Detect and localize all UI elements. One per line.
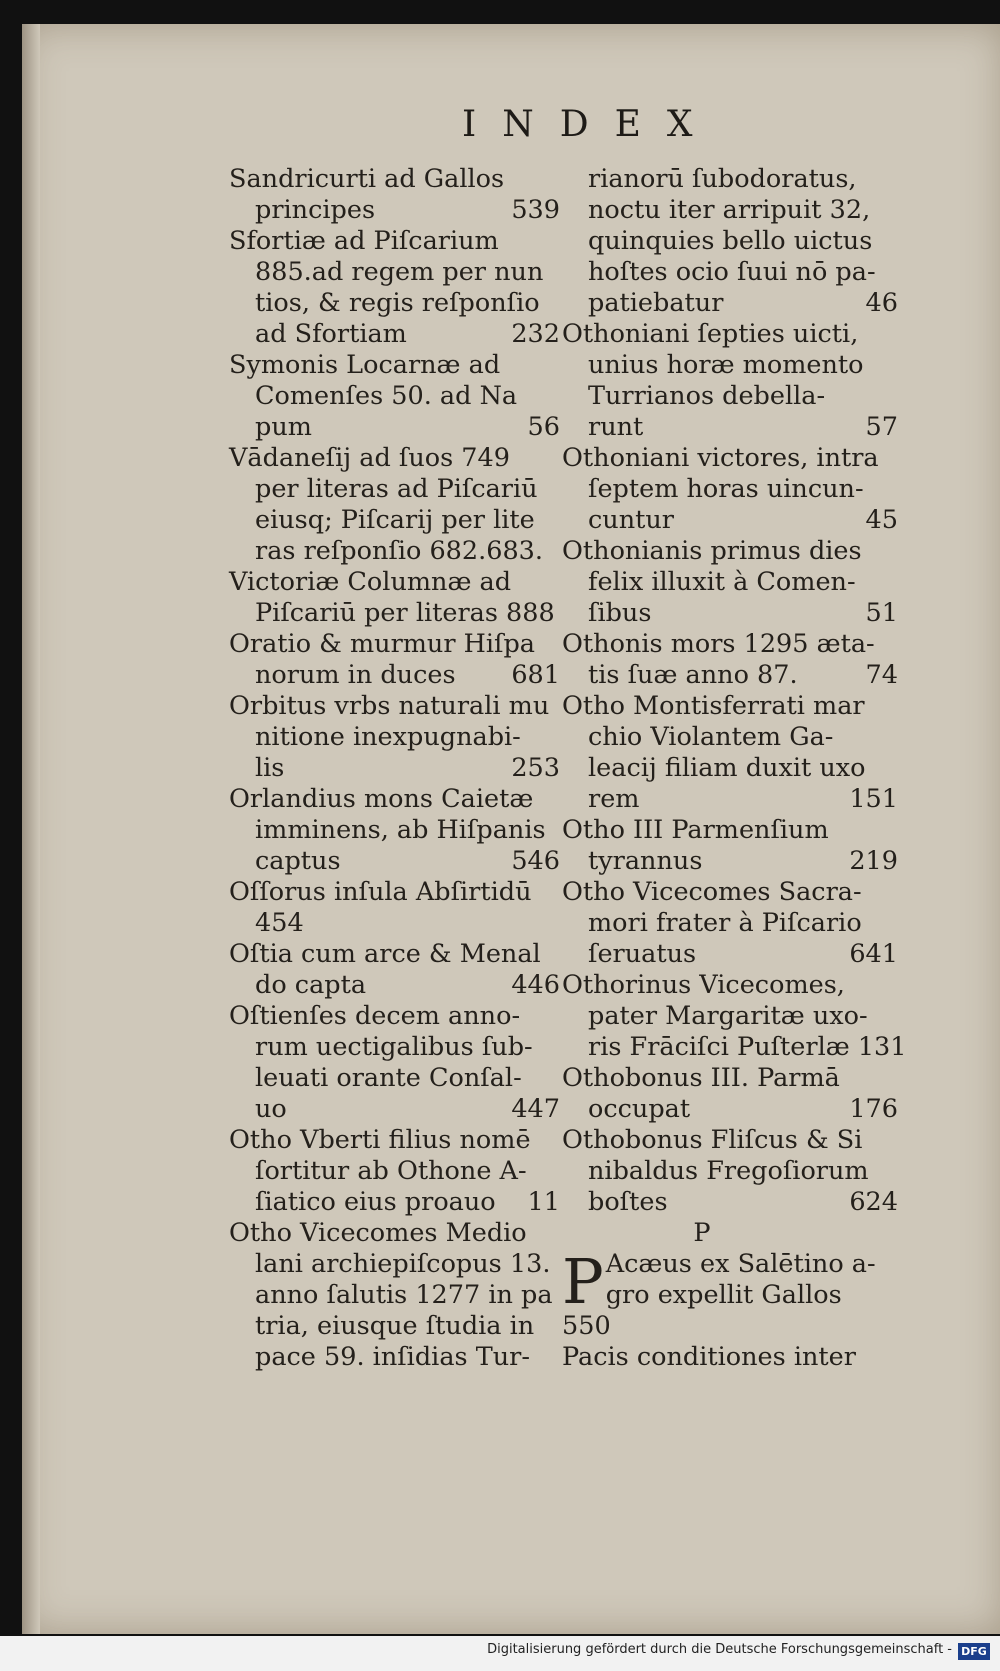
entry-line [562,939,902,970]
entry-text: felix illuxit à Comen- [588,567,856,597]
entry-text: per literas ad Piſcariū [255,474,538,504]
entry-line [229,598,564,629]
entry-line [229,536,564,567]
entry-line [562,908,902,939]
entry-line [562,970,902,1001]
entry-line [562,505,902,536]
entry-line [229,691,564,722]
page-number: 219 [849,846,898,876]
entry-text: cuntur [588,505,674,535]
entry-line [562,567,902,598]
entry-text: ris Frāciſci Puſterlæ 131 [588,1032,907,1062]
index-entry [562,691,902,815]
entry-text: pater Margaritæ uxo- [588,1001,868,1031]
entry-line [229,195,564,226]
entry-line [562,784,902,815]
entry-text: 454 [255,908,304,938]
entry-text: Otho III Parmenſium [562,815,829,845]
index-entry [229,629,564,691]
entry-text: ſeptem horas uincun- [588,474,864,504]
entry-line [229,784,564,815]
entry-text: Sandricurti ad Gallos [229,164,505,194]
entry-text: noctu iter arripuit 32, [588,195,871,225]
entry-line [229,970,564,1001]
entry-line [562,846,902,877]
entry-text: principes [255,195,376,225]
page-number: 447 [511,1094,560,1124]
entry-line [229,288,564,319]
entry-line [562,1156,902,1187]
index-entry [229,877,564,939]
entry-line [229,939,564,970]
entry-line [562,1001,902,1032]
entry-line [562,350,902,381]
entry-text: ad Sfortiam [255,319,407,349]
entry-text: Turrianos debella- [588,381,826,411]
entry-line [562,536,902,567]
page-number: 176 [849,1094,898,1124]
entry-line [229,660,564,691]
entry-text: pum [255,412,312,442]
entry-text: rianorū ſubodoratus, [588,164,857,194]
entry-line [229,1249,564,1280]
page-header: INDEX [462,104,719,145]
dfg-logo: DFG [958,1643,990,1660]
entry-line [562,691,902,722]
entry-line [562,381,902,412]
entry-line [229,164,564,195]
entry-line [562,443,902,474]
page-number: 74 [865,660,898,690]
entry-line [229,1032,564,1063]
index-entry [562,1063,902,1125]
entry-text: Symonis Locarnæ ad [229,350,501,380]
entry-line [229,629,564,660]
entry-text: unius horæ momento [588,350,864,380]
entry-text: 885.ad regem per nun [255,257,544,287]
index-entry [562,443,902,536]
left-column [229,164,564,1373]
drop-cap: P [562,1245,604,1318]
entry-text: Othoniani ſepties uicti, [562,319,859,349]
entry-line [562,753,902,784]
entry-text: ras reſponſio 682.683. [255,536,544,566]
entry-text: Oſtienſes decem anno- [229,1001,521,1031]
page-number: 151 [849,784,898,814]
entry-line: 550 [562,1311,611,1341]
entry-text: Sfortiæ ad Piſcarium [229,226,499,256]
entry-text: anno ſalutis 1277 in pa [255,1280,553,1310]
entry-line [562,164,902,195]
entry-text: chio Violantem Ga- [588,722,834,752]
entry-text: Otho Vberti filius nomē [229,1125,531,1155]
index-entry [562,815,902,877]
entry-text: Otho Montisferrati mar [562,691,865,721]
index-entry [229,567,564,629]
entry-line [229,381,564,412]
entry-line [229,1187,564,1218]
right-column [562,164,907,1373]
page-number: 57 [865,412,898,442]
entry-line [562,598,902,629]
entry-line [562,1187,902,1218]
index-entry [229,939,564,1001]
entry-text: patiebatur [588,288,724,318]
entry-line [562,474,902,505]
entry-line [229,443,564,474]
index-entry [562,319,902,443]
entry-text: Piſcariū per literas 888 [255,598,555,628]
page-edge [22,24,40,1634]
entry-text: Othobonus Fliſcus & Si [562,1125,863,1155]
index-entry [229,350,564,443]
entry-line [562,1063,902,1094]
entry-text: Orlandius mons Caietæ [229,784,534,814]
entry-text: Comenſes 50. ad Na [255,381,518,411]
index-entry [229,784,564,877]
page-number: 446 [511,970,560,1000]
entry-line [562,319,902,350]
entry-text: mori frater à Piſcario [588,908,862,938]
entry-text: nibaldus Fregoſiorum [588,1156,869,1186]
index-entry [562,629,902,691]
entry-line [562,288,902,319]
index-entry [229,164,564,226]
entry-text: do capta [255,970,367,1000]
entry-line [229,753,564,784]
page-number: 45 [865,505,898,535]
page-number: 46 [865,288,898,318]
entry-line [229,257,564,288]
entry-line: Acæus ex Salētino a- [605,1249,876,1279]
entry-text: tios, & regis reſponſio [255,288,540,318]
entry-text: leuati orante Conſal- [255,1063,522,1093]
entry-text: Othonis mors 1295 æta- [562,629,875,659]
entry-line [229,319,564,350]
entry-line [229,412,564,443]
entry-text: Othonianis primus dies [562,536,862,566]
index-entry [562,877,902,970]
entry-line: gro expellit Gallos [605,1280,842,1310]
entry-line [229,1063,564,1094]
entry-line [229,226,564,257]
entry-text: lis [255,753,285,783]
page-number: 56 [527,412,560,442]
entry-line [562,195,902,226]
entry-line [562,815,902,846]
entry-line [562,722,902,753]
section-letter: P [693,1218,711,1248]
entry-text: runt [588,412,644,442]
book-page [22,24,1000,1634]
entry-line [562,1094,902,1125]
entry-line [229,505,564,536]
entry-line [229,1342,564,1373]
entry-line [562,226,902,257]
entry-text: nitione inexpugnabi- [255,722,521,752]
entry-text: captus [255,846,341,876]
entry-text: tyrannus [588,846,703,876]
entry-line [229,1094,564,1125]
entry-line [229,1311,564,1342]
page-number: 11 [527,1187,560,1217]
entry-text: ſeruatus [588,939,697,969]
entry-line [562,629,902,660]
entry-line [229,1280,564,1311]
page-number: 681 [511,660,560,690]
entry-line [562,1032,907,1063]
entry-text: ſibus [588,598,652,628]
page-number: 253 [511,753,560,783]
entry-text: Orbitus vrbs naturali mu [229,691,550,721]
entry-line [562,660,902,691]
entry-text: Othobonus III. Parmā [562,1063,840,1093]
entry-line [562,412,902,443]
entry-text: Oratio & murmur Hiſpa [229,629,536,659]
entry-text: Oſtia cum arce & Menal [229,939,541,969]
entry-line [229,908,564,939]
index-entry [229,443,564,567]
entry-text: Othorinus Vicecomes, [562,970,845,1000]
entry-text: rem [588,784,640,814]
entry-text: pace 59. inſidias Tur- [255,1342,530,1372]
entry-text: boſtes [588,1187,668,1217]
index-entry [229,1218,564,1373]
entry-text: tis ſuæ anno 87. [588,660,798,690]
index-entry [562,970,907,1063]
index-entry [229,1125,564,1218]
entry-text: ſortitur ab Othone A- [255,1156,527,1186]
entry-text: Victoriæ Columnæ ad [229,567,512,597]
index-entry [562,1245,902,1342]
entry-text: eiusq; Piſcarij per lite [255,505,535,535]
entry-text: rum uectigalibus ſub- [255,1032,533,1062]
entry-text: Otho Vicecomes Medio [229,1218,527,1248]
page-number: 641 [849,939,898,969]
entry-line [229,1218,564,1249]
page-number: 546 [511,846,560,876]
entry-text: occupat [588,1094,691,1124]
entry-line [229,815,564,846]
index-entry [562,164,902,319]
entry-line [229,877,564,908]
entry-line [229,1125,564,1156]
entry-line [229,846,564,877]
entry-text: Otho Vicecomes Sacra- [562,877,862,907]
index-entry [229,1001,564,1125]
entry-text: imminens, ab Hiſpanis [255,815,546,845]
entry-text: leacij filiam duxit uxo [588,753,866,783]
entry-line [229,567,564,598]
entry-text: ſiatico eius proauo [255,1187,496,1217]
page-number: 232 [511,319,560,349]
entry-line [562,257,902,288]
entry-text: norum in duces [255,660,456,690]
entry-text: hoſtes ocio ſuui nō pa- [588,257,876,287]
index-entry [229,226,564,350]
entry-line: Pacis conditiones inter [562,1342,856,1372]
page-number: 539 [511,195,560,225]
entry-text: tria, eiusque ſtudia in [255,1311,535,1341]
entry-text: uo [255,1094,287,1124]
entry-text: Othoniani victores, intra [562,443,879,473]
entry-text: Vādaneſij ad ſuos 749 [229,443,510,473]
entry-text: quinquies bello uictus [588,226,873,256]
footer-text: Digitalisierung gefördert durch die Deutsche Forschungsgemeinschaft - [487,1642,952,1657]
index-entry [229,691,564,784]
index-entry [562,1125,902,1218]
entry-text: Oſſorus inſula Abſirtidū [229,877,532,907]
page-number: 51 [865,598,898,628]
entry-line [562,877,902,908]
entry-line [229,1001,564,1032]
entry-line [229,474,564,505]
footer-bar [0,1636,1000,1671]
entry-line [229,350,564,381]
entry-line [562,1125,902,1156]
index-entry [562,536,902,629]
page-number: 624 [849,1187,898,1217]
entry-line [229,1156,564,1187]
entry-line [229,722,564,753]
entry-text: lani archiepiſcopus 13. [255,1249,551,1279]
